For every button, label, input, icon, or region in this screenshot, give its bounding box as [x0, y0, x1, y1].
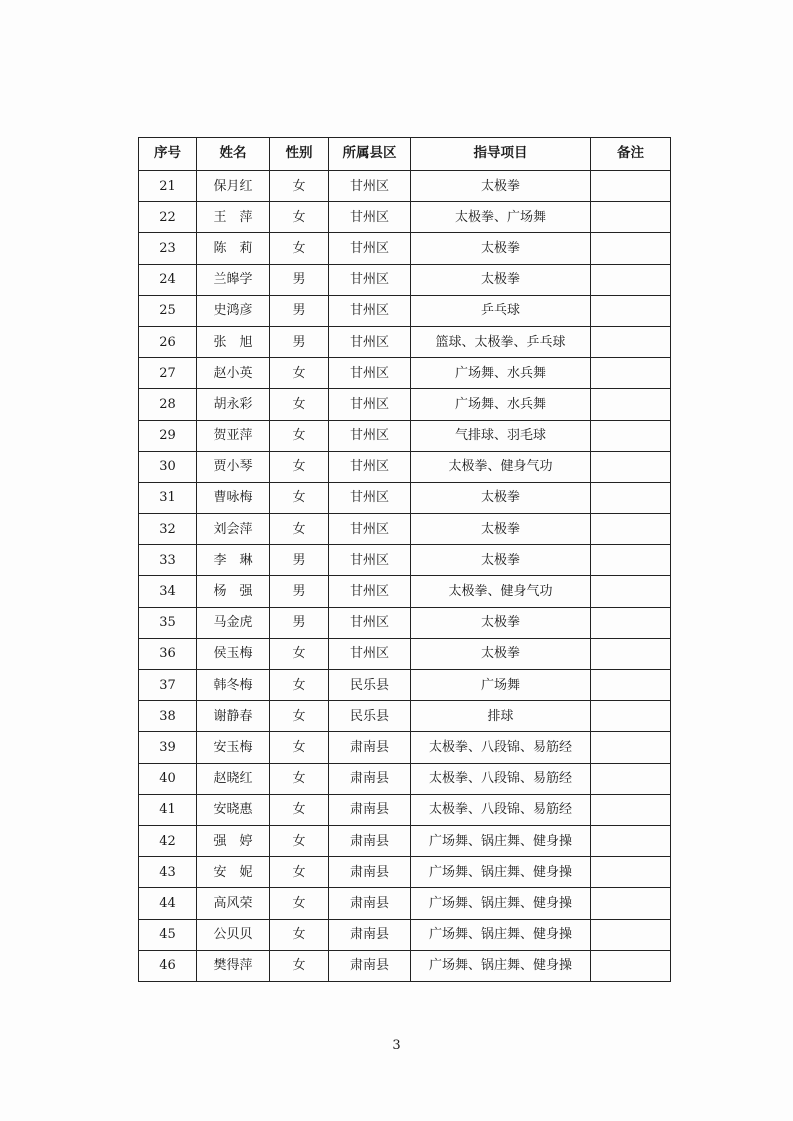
cell-remarks — [591, 264, 671, 295]
cell-serial-number: 32 — [139, 514, 197, 545]
cell-remarks — [591, 950, 671, 981]
cell-remarks — [591, 451, 671, 482]
cell-remarks — [591, 482, 671, 513]
cell-county: 甘州区 — [329, 576, 411, 607]
cell-remarks — [591, 670, 671, 701]
table-row — [139, 888, 671, 919]
cell-serial-number: 42 — [139, 825, 197, 856]
header-serial-number: 序号 — [139, 138, 197, 171]
header-gender: 性别 — [270, 138, 329, 171]
cell-county: 甘州区 — [329, 233, 411, 264]
table-row — [139, 264, 671, 295]
cell-guidance-item: 太极拳、广场舞 — [411, 202, 591, 233]
cell-guidance-item: 广场舞、水兵舞 — [411, 358, 591, 389]
cell-county: 甘州区 — [329, 389, 411, 420]
cell-gender: 女 — [270, 358, 329, 389]
table-row — [139, 514, 671, 545]
cell-name: 强 婷 — [197, 825, 270, 856]
cell-county: 甘州区 — [329, 358, 411, 389]
cell-guidance-item: 排球 — [411, 701, 591, 732]
cell-county: 甘州区 — [329, 202, 411, 233]
cell-county: 肃南县 — [329, 857, 411, 888]
cell-serial-number: 46 — [139, 950, 197, 981]
cell-serial-number: 40 — [139, 763, 197, 794]
table-row — [139, 638, 671, 669]
cell-gender: 女 — [270, 389, 329, 420]
cell-county: 肃南县 — [329, 763, 411, 794]
cell-county: 甘州区 — [329, 638, 411, 669]
cell-gender: 女 — [270, 919, 329, 950]
cell-serial-number: 41 — [139, 794, 197, 825]
cell-guidance-item: 广场舞、锅庄舞、健身操 — [411, 825, 591, 856]
cell-name: 谢静春 — [197, 701, 270, 732]
cell-gender: 女 — [270, 451, 329, 482]
header-row — [139, 138, 671, 171]
cell-gender: 女 — [270, 233, 329, 264]
table-row — [139, 732, 671, 763]
cell-gender: 女 — [270, 857, 329, 888]
cell-serial-number: 28 — [139, 389, 197, 420]
cell-county: 甘州区 — [329, 295, 411, 326]
cell-county: 民乐县 — [329, 701, 411, 732]
cell-remarks — [591, 326, 671, 357]
cell-gender: 男 — [270, 607, 329, 638]
cell-gender: 女 — [270, 420, 329, 451]
cell-gender: 女 — [270, 701, 329, 732]
cell-county: 甘州区 — [329, 451, 411, 482]
cell-county: 甘州区 — [329, 607, 411, 638]
table-row — [139, 794, 671, 825]
cell-name: 兰皞学 — [197, 264, 270, 295]
table-row — [139, 326, 671, 357]
cell-gender: 女 — [270, 171, 329, 202]
table-row — [139, 576, 671, 607]
cell-county: 肃南县 — [329, 825, 411, 856]
cell-serial-number: 31 — [139, 482, 197, 513]
cell-guidance-item: 太极拳 — [411, 264, 591, 295]
cell-remarks — [591, 857, 671, 888]
cell-name: 王 萍 — [197, 202, 270, 233]
cell-gender: 男 — [270, 295, 329, 326]
table-row — [139, 358, 671, 389]
cell-guidance-item: 太极拳 — [411, 545, 591, 576]
cell-remarks — [591, 919, 671, 950]
cell-guidance-item: 太极拳 — [411, 514, 591, 545]
cell-serial-number: 35 — [139, 607, 197, 638]
table-row — [139, 233, 671, 264]
cell-county: 肃南县 — [329, 950, 411, 981]
cell-county: 甘州区 — [329, 420, 411, 451]
cell-remarks — [591, 763, 671, 794]
cell-guidance-item: 广场舞 — [411, 670, 591, 701]
cell-name: 赵晓红 — [197, 763, 270, 794]
cell-remarks — [591, 638, 671, 669]
cell-name: 贾小琴 — [197, 451, 270, 482]
cell-gender: 男 — [270, 576, 329, 607]
cell-county: 甘州区 — [329, 545, 411, 576]
cell-name: 陈 莉 — [197, 233, 270, 264]
cell-county: 甘州区 — [329, 171, 411, 202]
cell-name: 赵小英 — [197, 358, 270, 389]
cell-guidance-item: 太极拳 — [411, 233, 591, 264]
cell-serial-number: 39 — [139, 732, 197, 763]
cell-serial-number: 23 — [139, 233, 197, 264]
header-remarks: 备注 — [591, 138, 671, 171]
cell-county: 民乐县 — [329, 670, 411, 701]
cell-name: 公贝贝 — [197, 919, 270, 950]
cell-name: 樊得萍 — [197, 950, 270, 981]
cell-name: 安晓惠 — [197, 794, 270, 825]
cell-gender: 女 — [270, 670, 329, 701]
cell-guidance-item: 气排球、羽毛球 — [411, 420, 591, 451]
cell-guidance-item: 太极拳、八段锦、易筋经 — [411, 794, 591, 825]
cell-name: 安 妮 — [197, 857, 270, 888]
cell-county: 甘州区 — [329, 514, 411, 545]
cell-serial-number: 26 — [139, 326, 197, 357]
table-row — [139, 950, 671, 981]
cell-name: 曹咏梅 — [197, 482, 270, 513]
cell-serial-number: 25 — [139, 295, 197, 326]
cell-guidance-item: 太极拳、健身气功 — [411, 451, 591, 482]
cell-serial-number: 24 — [139, 264, 197, 295]
table-row — [139, 701, 671, 732]
header-name: 姓名 — [197, 138, 270, 171]
table-row — [139, 482, 671, 513]
cell-remarks — [591, 732, 671, 763]
cell-county: 肃南县 — [329, 919, 411, 950]
cell-county: 甘州区 — [329, 264, 411, 295]
cell-serial-number: 44 — [139, 888, 197, 919]
cell-serial-number: 43 — [139, 857, 197, 888]
cell-remarks — [591, 171, 671, 202]
cell-remarks — [591, 794, 671, 825]
cell-name: 马金虎 — [197, 607, 270, 638]
cell-remarks — [591, 576, 671, 607]
cell-serial-number: 38 — [139, 701, 197, 732]
table-row — [139, 825, 671, 856]
cell-serial-number: 21 — [139, 171, 197, 202]
cell-guidance-item: 太极拳 — [411, 171, 591, 202]
cell-gender: 女 — [270, 482, 329, 513]
cell-serial-number: 36 — [139, 638, 197, 669]
table-row — [139, 420, 671, 451]
cell-gender: 男 — [270, 545, 329, 576]
table-body — [139, 171, 671, 982]
cell-remarks — [591, 389, 671, 420]
cell-name: 侯玉梅 — [197, 638, 270, 669]
cell-county: 甘州区 — [329, 482, 411, 513]
cell-name: 杨 强 — [197, 576, 270, 607]
cell-guidance-item: 太极拳 — [411, 607, 591, 638]
cell-name: 胡永彩 — [197, 389, 270, 420]
cell-remarks — [591, 701, 671, 732]
cell-remarks — [591, 514, 671, 545]
table-header — [139, 138, 671, 171]
cell-guidance-item: 太极拳、八段锦、易筋经 — [411, 732, 591, 763]
cell-gender: 女 — [270, 950, 329, 981]
table-row — [139, 857, 671, 888]
cell-name: 保月红 — [197, 171, 270, 202]
cell-remarks — [591, 420, 671, 451]
table-row — [139, 202, 671, 233]
table-row — [139, 389, 671, 420]
cell-gender: 女 — [270, 638, 329, 669]
cell-county: 肃南县 — [329, 888, 411, 919]
table-row — [139, 171, 671, 202]
cell-gender: 男 — [270, 264, 329, 295]
cell-serial-number: 30 — [139, 451, 197, 482]
cell-serial-number: 22 — [139, 202, 197, 233]
cell-name: 安玉梅 — [197, 732, 270, 763]
instructor-table — [138, 137, 671, 982]
cell-name: 刘会萍 — [197, 514, 270, 545]
cell-name: 韩冬梅 — [197, 670, 270, 701]
table-row — [139, 919, 671, 950]
cell-serial-number: 34 — [139, 576, 197, 607]
header-county: 所属县区 — [329, 138, 411, 171]
cell-name: 史鸿彦 — [197, 295, 270, 326]
cell-guidance-item: 广场舞、水兵舞 — [411, 389, 591, 420]
cell-gender: 女 — [270, 825, 329, 856]
cell-remarks — [591, 607, 671, 638]
cell-name: 张 旭 — [197, 326, 270, 357]
cell-guidance-item: 乒乓球 — [411, 295, 591, 326]
cell-gender: 女 — [270, 514, 329, 545]
cell-name: 李 琳 — [197, 545, 270, 576]
cell-remarks — [591, 295, 671, 326]
cell-gender: 男 — [270, 326, 329, 357]
cell-guidance-item: 广场舞、锅庄舞、健身操 — [411, 919, 591, 950]
cell-guidance-item: 太极拳、八段锦、易筋经 — [411, 763, 591, 794]
header-guidance-item: 指导项目 — [411, 138, 591, 171]
cell-remarks — [591, 888, 671, 919]
cell-county: 肃南县 — [329, 794, 411, 825]
table-row — [139, 295, 671, 326]
cell-guidance-item: 广场舞、锅庄舞、健身操 — [411, 950, 591, 981]
page-number: 3 — [392, 1038, 401, 1053]
cell-gender: 女 — [270, 888, 329, 919]
cell-guidance-item: 广场舞、锅庄舞、健身操 — [411, 888, 591, 919]
cell-county: 甘州区 — [329, 326, 411, 357]
cell-guidance-item: 太极拳、健身气功 — [411, 576, 591, 607]
cell-name: 贺亚萍 — [197, 420, 270, 451]
cell-serial-number: 33 — [139, 545, 197, 576]
cell-remarks — [591, 358, 671, 389]
cell-name: 高风荣 — [197, 888, 270, 919]
cell-gender: 女 — [270, 794, 329, 825]
table-row — [139, 607, 671, 638]
table-row — [139, 763, 671, 794]
cell-serial-number: 37 — [139, 670, 197, 701]
cell-guidance-item: 太极拳 — [411, 482, 591, 513]
table-row — [139, 545, 671, 576]
cell-remarks — [591, 545, 671, 576]
cell-county: 肃南县 — [329, 732, 411, 763]
cell-serial-number: 27 — [139, 358, 197, 389]
cell-gender: 女 — [270, 202, 329, 233]
cell-guidance-item: 太极拳 — [411, 638, 591, 669]
table-row — [139, 451, 671, 482]
cell-gender: 女 — [270, 763, 329, 794]
cell-remarks — [591, 233, 671, 264]
cell-remarks — [591, 202, 671, 233]
cell-guidance-item: 广场舞、锅庄舞、健身操 — [411, 857, 591, 888]
cell-serial-number: 29 — [139, 420, 197, 451]
cell-gender: 女 — [270, 732, 329, 763]
cell-guidance-item: 篮球、太极拳、乒乓球 — [411, 326, 591, 357]
table-row — [139, 670, 671, 701]
cell-serial-number: 45 — [139, 919, 197, 950]
cell-remarks — [591, 825, 671, 856]
